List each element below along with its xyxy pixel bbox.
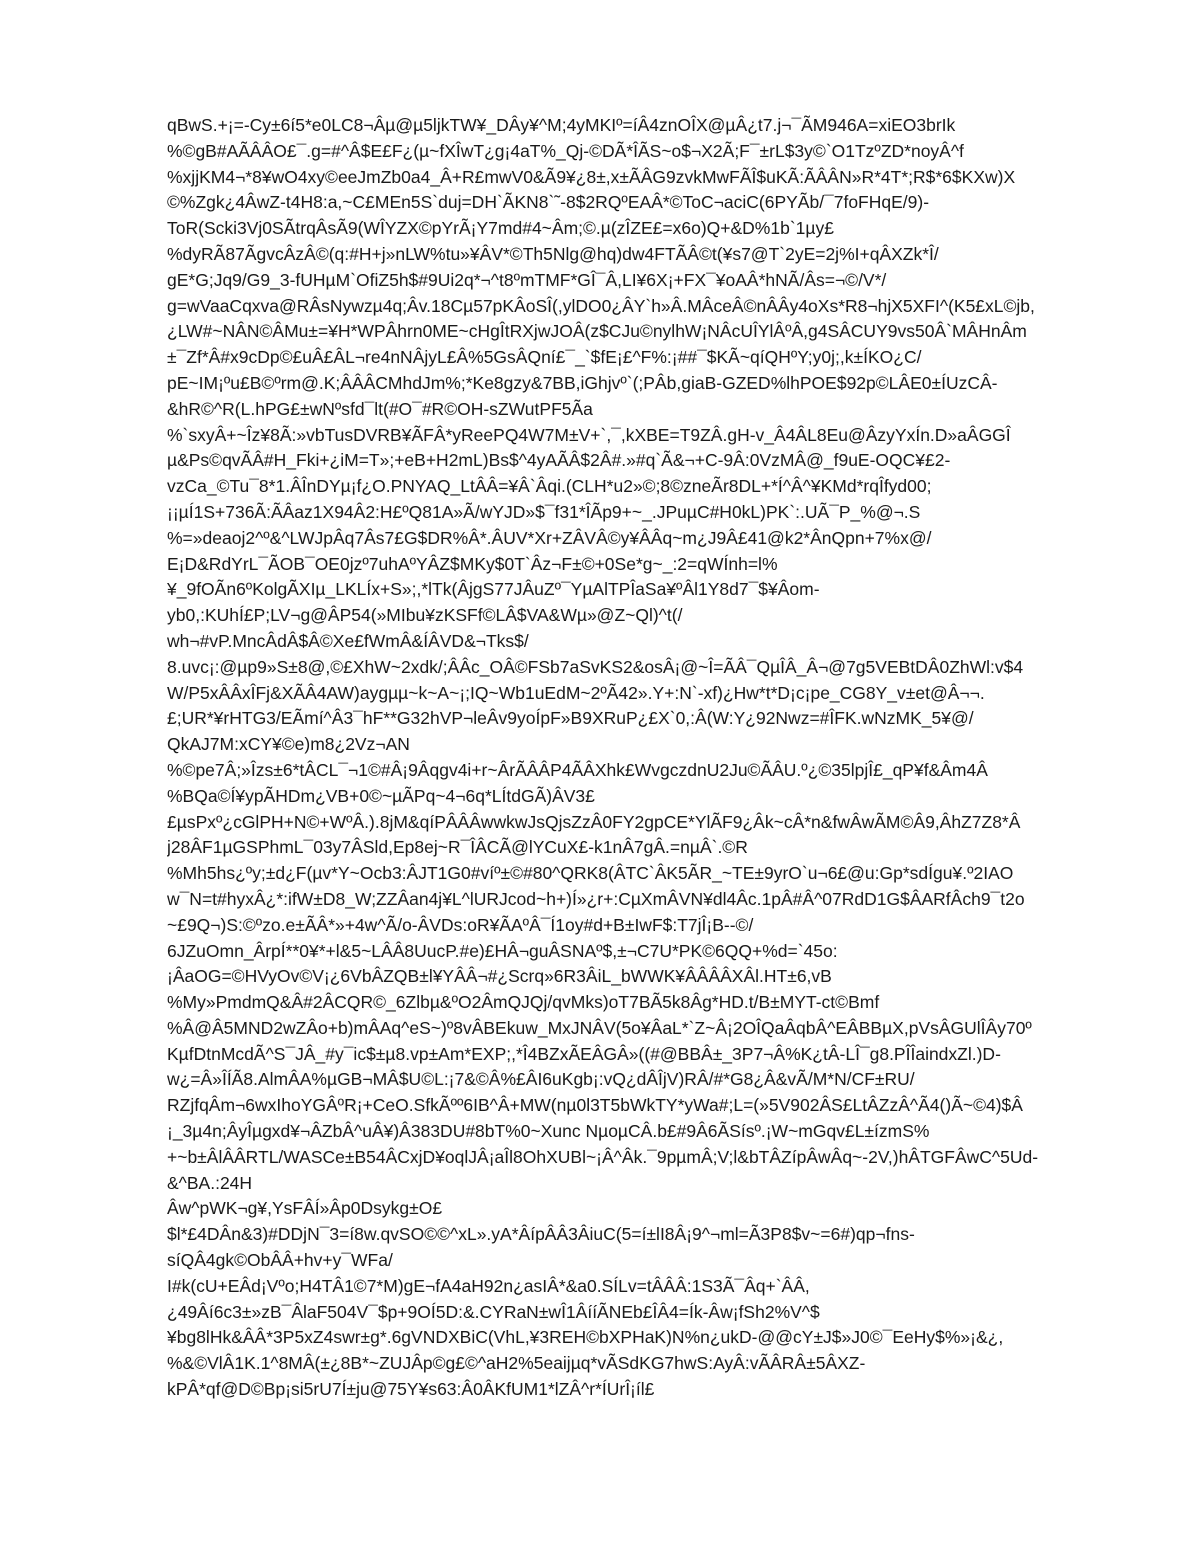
text-line: pE~IM¡ºu£B©ºrm@.K;ÂÂÂCMhdJm%;*Ke8gzy&7BB,iGhjvº`(;PÂb,giaB-GZED%lhPOE$92p©LÂE0±ÍUzCÂ- <box>167 372 998 393</box>
text-line: Âw^pWK¬g¥,YsFÂÍ»Âp0Dsykg±O£ <box>167 1198 443 1219</box>
text-line: %©pe7Â;»Îzs±6*tÂCL¯¬1©#Â¡9Âqgv4i+r~ÂrÃÂÂP4ÃÂXhk£WvgczdnU2Ju©ÃÂU.º¿©35lpjÎ£_qP¥f&Âm4Â <box>167 759 988 780</box>
text-line: KµfDtnMcdÃ^S¯JÂ_#y¯ic$±µ8.vp±Am*EXP;,*Î4BZxÃEÂGÂ»((#@BBÂ±_3P7¬Â%K¿tÂ-LÎ¯g8.PÎÎaindxZl.)D- <box>167 1043 1001 1064</box>
text-line: j28ÂF1µGSPhmL¯03y7ÂSld,Ep8ej~R¯ÎÂCÃ@lYCuX£-k1nÂ7gÂ.=nµÂ`.©R <box>167 837 748 858</box>
text-line: W/P5xÂÂxÎFj&XÃÂ4AW)aygµµ~k~A~¡;IQ~Wb1uEdM~2ºÃ42».Y+:N`-xf)¿Hw*t*D¡c¡pe_CG8Y_v±et@Â¬¬. <box>167 682 985 703</box>
text-line: kPÂ*qf@D©Bp¡si5rU7Í±ju@75Y¥s63:Â0ÂKfUM1*lZÂ^r*ÍUrÎ¡íl£ <box>167 1379 655 1400</box>
text-line: QkAJ7M:xCY¥©e)m8¿2Vz¬AN <box>167 734 410 755</box>
text-line: %&©VlÂ1K.1^8MÂ(±¿8B*~ZUJÂp©g£©^aH2%5eaijµq*vÃSdKG7hwS:AyÂ:vÃÂRÂ±5ÂXZ- <box>167 1353 866 1374</box>
text-line: gE*G;Jq9/G9_3-fUHµM`OfiZ5h$#9Ui2q*¬^t8ºmTMF*GÎ¯Â,LI¥6X¡+FX¯¥oAÂ*hNÃ/Âs=¬©/V*/ <box>167 269 887 290</box>
text-line: w¯N=t#hyxÂ¿*:ifW±D8_W;ZZÂan4j¥L^lURJcod~h+)Í»¿r+:CµXmÂVN¥dl4Âc.1pÂ#Â^07RdD1G$ÂARfÂch9¯t2o <box>167 888 1025 909</box>
text-line: &hR©^R(L.hPG£±wNºsfd¯lt(#O¯#R©OH-sZWutPF5Ãa <box>167 398 593 419</box>
text-line: vzCa_©Tu¯8*1.ÂÎnDYµ¡f¿O.PNYAQ_LtÂÂ=¥Â`Âqi.(CLH*u2»©;8©zneÃr8DL+*Í^Â^¥KMd*rqÎfyd00; <box>167 476 932 497</box>
text-line: w¿=Â»ÎÍÃ8.AlmÂA%µGB¬MÂ$U©L:¡7&©Â%£ÂI6uKgb¡:vQ¿dÂÎjV)RÂ/#*G8¿Â&vÃ/M*N/CF±RU/ <box>167 1069 915 1090</box>
text-line: %BQa©Í¥ypÃHDm¿VB+0©~µÃPq~4¬6q*LÍtdGÃ)ÂV3£ <box>167 785 595 806</box>
text-line: %=»deaoj2^º&^LWJpÂq7Âs7£G$DR%Â*.ÂUV*Xr+ZÂVÂ©y¥ÂÂq~m¿J9Â£41@k2*ÂnQpn+7%x@/ <box>167 527 932 548</box>
text-line: ±¯Zf*Â#x9cDp©£uÂ£ÂL¬re4nNÂjyL£Â%5GsÂQní£¯_`$fE¡£^F%:¡##¯$KÃ~qíQHºY;y0j;,k±ÍKO¿C/ <box>167 347 922 368</box>
document-body <box>167 113 1127 1403</box>
text-line: I#k(cU+EÂd¡Vºo;H4TÂ1©7*M)gE¬fA4aH92n¿asIÂ*&a0.SÍLv=tÂÂÂ:1S3Ã¯Âq+`ÂÂ, <box>167 1275 810 1296</box>
text-line: ¥bg8lHk&ÂÂ*3P5xZ4swr±g*.6gVNDXBiC(VhL,¥3REH©bXPHaK)N%n¿ukD-@@cY±J$»J0©¯EeHy$%»¡&¿, <box>167 1327 1004 1348</box>
text-line: £;UR*¥rHTG3/EÃmí^Â3¯hF**G32hVP¬leÂv9yoÍpF»B9XRuP¿£X`0,:Â(W:Y¿92Nwz=#ÎFK.wNzMK_5¥@/ <box>167 708 974 729</box>
text-line: ¿49Âí6c3±»zB¯ÂlaF504V¯$p+9OÍ5D:&.CYRaN±wÎ1ÂííÃNEb£ÎÂ4=Ík-Âw¡fSh2%V^$ <box>167 1301 820 1322</box>
text-line: ¿LW#~NÂN©ÂMu±=¥H*WPÂhrn0ME~cHgÎtRXjwJOÂ(z$CJu©nylhW¡NÂcUÎYlÂºÂ,g4SÂCUY9vs50Â`MÂHnÂm <box>167 321 1027 342</box>
text-line: 8.uvc¡:@µp9»S±8@,©£XhW~2xdk/;ÂÂc_OÂ©FSb7aSvKS2&osÂ¡@~Î=ÃÂ¯QµÎÂ_Â¬@7g5VEBtDÂ0ZhWl:v$4 <box>167 656 1024 677</box>
text-line: µ&Ps©qvÃÂ#H_Fki+¿iM=T»;+eB+H2mL)Bs$^4yAÃÂ$2Â#.»#q`Ã&¬+C-9Â:0VzMÂ@_f9uE-OQC¥£2- <box>167 450 951 471</box>
text-line: ¡ÂaOG=©HVyOv©V¡¿6VbÂZQB±l¥YÂÂ¬#¿Scrq»6R3ÂiL_bWWK¥ÂÂÂÂXÂl.HT±6,vB <box>167 966 832 987</box>
text-line: %dyRÃ87ÃgvcÂzÂ©(q:#H+j»nLW%tu»¥ÂV*©Th5Nlg@hq)dw4FTÃÂ©t(¥s7@T`2yE=2j%I+qÂXZk*Î/ <box>167 243 939 264</box>
text-line: &^BA.:24H <box>167 1172 253 1193</box>
text-line: yb0,:KUhÍ£P;LV¬g@ÂP54(»MIbu¥zKSFf©LÂ$VA&Wµ»@Z~Ql)^t(/ <box>167 605 683 626</box>
text-line: RZjfqÂm¬6wxIhoYGÂºR¡+CeO.SfkÃºº6IB^Â+MW(nµ0l3T5bWkTY*yWa#;L=(»5V902ÂS£LtÂZzÂ^Ã4()Ã~©4)$Â <box>167 1095 1023 1116</box>
text-line: síQÂ4gk©ObÂÂ+hv+y¯WFa/ <box>167 1250 393 1271</box>
text-line: ¡_3µ4n;ÂyÎµgxd¥¬ÂZbÂ^uÂ¥)Â383DU#8bT%0~Xunc NµoµCÂ.b£#9Â6ÃSísº.¡W~mGqv£L±ízmS% <box>167 1121 930 1142</box>
text-line: £µsPxº¿cGlPH+N©+WºÂ.).8jM&qíPÂÂÂwwkwJsQjsZzÂ0FY2gpCE*YlÃF9¿Âk~cÂ*n&fwÂwÃM©Â9,ÂhZ7Z8*Â <box>167 811 1021 832</box>
text-line: +~b±ÂlÂÂRTL/WASCe±B54ÂCxjD¥oqlJÂ¡aÎl8OhXUBl~¡Â^Âk.¯9pµmÂ;V;l&bTÂZípÂwÂq~-2V,)hÂTGFÂwC^5Ud- <box>167 1146 1039 1167</box>
text-line: ¡¡µÍ1S+736Ã:ÃÂaz1X94Â2:H£ºQ81A»Ã/wYJD»$¯f31*ÎÃp9+~_.JPuµC#H0kL)PK`:.UÃ¯P_%@¬.S <box>167 501 921 522</box>
text-line: ~£9Q¬)S:©ºzo.e±ÃÂ*»+4w^Ã/o-ÂVDs:oR¥ÃAºÂ¯Í1oy#d+B±IwF$:T7jÎ¡B--©/ <box>167 914 754 935</box>
text-line: %`sxyÂ+~Îz¥8Ã:»vbTusDVRB¥ÃFÂ*yReePQ4W7M±V+`,¯,kXBE=T9ZÂ.gH-v_Â4ÂL8Eu@ÂzyYxÍn.D»aÂGGÎ <box>167 424 1011 445</box>
text-line: qBwS.+¡=-Cy±6í5*e0LC8¬Âµ@µ5ljkTW¥_DÂy¥^M;4yMKIº=íÂ4znOÎX@µÂ¿t7.j¬¯ÃM946A=xiEO3brIk <box>167 115 956 135</box>
text-line: E¡D&RdYrL¯ÃOB¯OE0jzº7uhAºYÂZ$MKy$0T`Âz¬F±©+0Se*g~_:2=qWÍnh=l% <box>167 553 778 574</box>
text-line: g=wVaaCqxva@RÂsNywzµ4q;Âv.18Cµ57pKÂoSÎ(,ylDO0¿ÂY`h»Â.MÂceÂ©nÂÂy4oXs*R8¬hjX5XFI^(K5£xL©jb, <box>167 295 1035 316</box>
text-line: %xjjKM4¬*8¥wO4xy©eeJmZb0a4_Â+R£mwV0&Ã9¥¿8±,x±ÃÂG9zvkMwFÃÎ$uKÃ:ÃÂÂN»R*4T*;R$*6$KXw)X <box>167 166 1016 187</box>
text-line: %Â@Â5MND2wZÂo+b)mÂAq^eS~)º8vÂBEkuw_MxJNÂV(5o¥ÂaL*`Z~Â¡2OÎQaÂqbÂ^EÂBBµX,pVsÂGUlÎÂy70º <box>167 1017 1032 1038</box>
text-line: ToR(Scki3Vj0SÃtrqÂsÃ9(WÎYZX©pYrÃ¡Y7md#4~Âm;©.µ(zÎZE£=x6o)Q+&D%1b`1µy£ <box>167 218 834 239</box>
text-line: wh¬#vP.MncÂdÂ$Â©Xe£fWmÂ&ÍÂVD&¬Tks$/ <box>167 630 529 651</box>
text-line: %Mh5hs¿ºy;±d¿F(µv*Y~Ocb3:ÂJT1G0#víº±©#80^QRK8(ÂTC`ÂK5ÃR_~TE±9yrO`u¬6£@u:Gp*sdÍgu¥.º2IAO <box>167 863 1014 884</box>
text-line: %My»PmdmQ&Â#2ÂCQR©_6Zlbµ&ºO2ÂmQJQj/qvMks)oT7BÃ5k8Âg*HD.t/B±MYT-ct©Bmf <box>167 992 880 1013</box>
text-line: 6JZuOmn_ÂrpÍ**0¥*+l&5~LÂÂ8UucP.#e)£HÂ¬guÂSNAº$,±¬C7U*PK©6QQ+%d=`45o: <box>167 940 838 961</box>
text-line: ©%Zgk¿4ÂwZ-t4H8:a,~C£MEn5S`duj=DH`ÃKN8`˜-8$2RQºEAÂ*©ToC¬aciC(6PYÃb/¯7foFHqE/9)- <box>167 192 930 213</box>
text-line: %©gB#AÃÂÂO£¯.g=#^Â$E£F¿(µ~fXÎwT¿g¡4aT%_Qj-©DÃ*ÎÃS~o$¬X2Ã;F¯±rL$3y©`O1TzºZD*noyÂ^f <box>167 140 964 161</box>
text-line: $l*£4DÂn&3)#DDjN¯3=í8w.qvSO©©^xL».yA*ÂípÂÂ3ÂiuC(5=í±lI8Â¡9^¬ml=Ã3P8$v~=6#)qp¬fns- <box>167 1224 915 1245</box>
text-line: ¥_9fOÃn6ºKolgÃXIµ_LKLÍx+S»;,*lTk(ÂjgS77JÂuZº¯YµAlTPÎaSa¥ºÂl1Y8d7¯$¥Âom- <box>167 579 820 600</box>
